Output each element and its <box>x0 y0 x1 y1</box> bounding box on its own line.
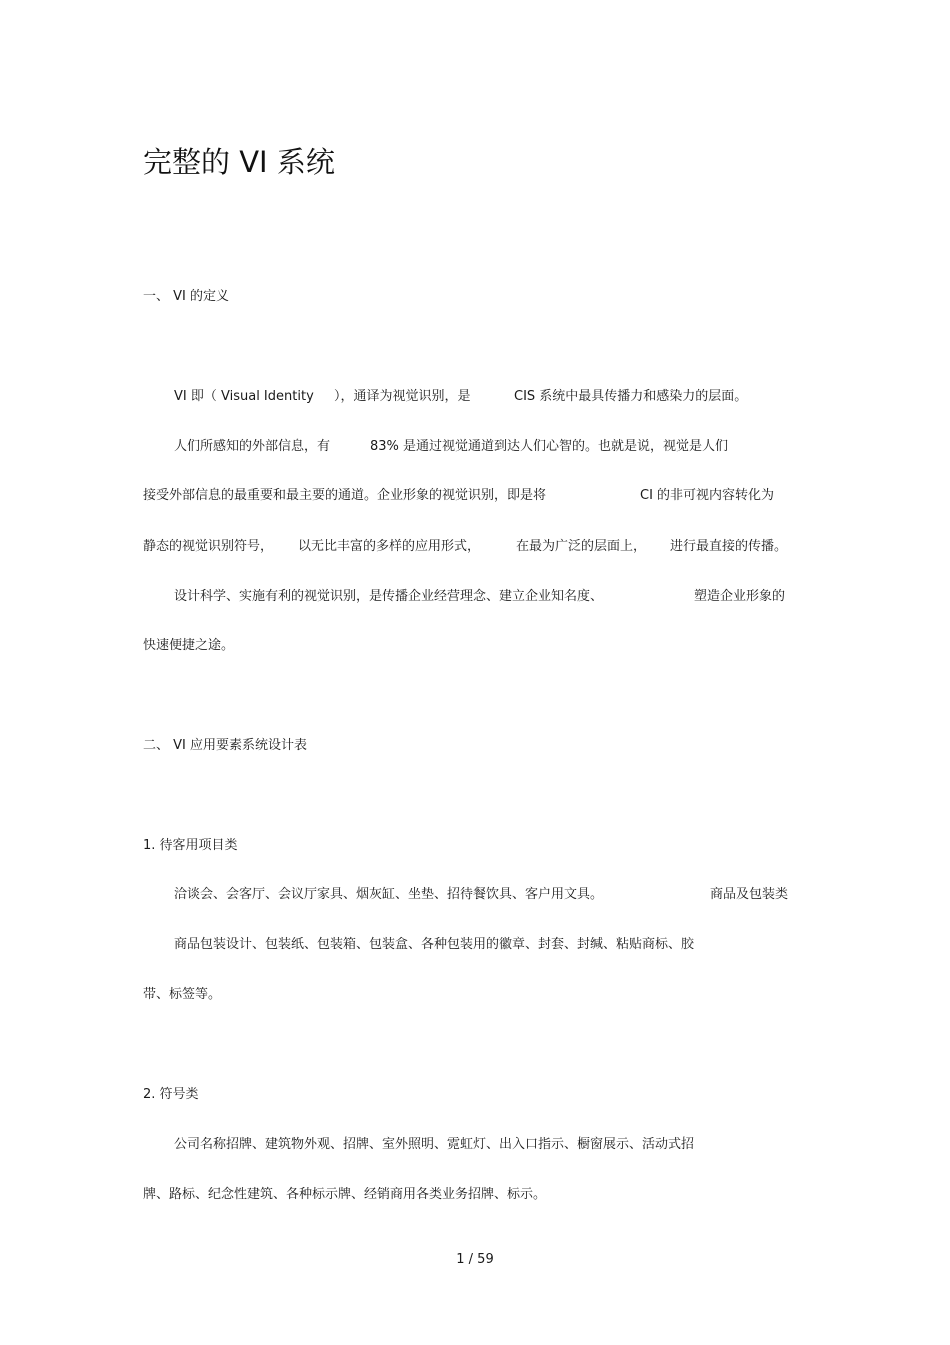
item-1-line-1b: 商品及包装类 <box>710 887 789 902</box>
paragraph-1-line-1c: CIS 系统中最具传播力和感染力的层面。 <box>514 389 748 404</box>
paragraph-2-line-1a: 设计科学、实施有利的视觉识别，是传播企业经营理念、建立企业知名度、 <box>174 589 604 604</box>
paragraph-1-line-4b: 以无比丰富的多样的应用形式， <box>298 539 481 554</box>
section-2-heading: 二、 VI 应用要素系统设计表 <box>143 738 307 753</box>
paragraph-1-line-1b: ），通译为视觉识别，是 <box>334 389 471 404</box>
paragraph-1-line-3b: CI 的非可视内容转化为 <box>640 488 775 503</box>
paragraph-1-line-3a: 接受外部信息的最重要和最主要的通道。企业形象的视觉识别，即是将 <box>143 488 547 503</box>
paragraph-2-line-1b: 塑造企业形象的 <box>694 589 786 604</box>
paragraph-1-line-4c: 在最为广泛的层面上， <box>516 539 647 554</box>
item-2-line-1: 公司名称招牌、建筑物外观、招牌、室外照明、霓虹灯、出入口指示、橱窗展示、活动式招 <box>174 1137 695 1152</box>
paragraph-2-line-2: 快速便捷之途。 <box>143 638 235 653</box>
item-1-heading: 1. 待客用项目类 <box>143 838 238 853</box>
paragraph-1-line-2b: 83% 是通过视觉通道到达人们心智的。也就是说，视觉是人们 <box>370 439 729 454</box>
paragraph-1-line-2a: 人们所感知的外部信息，有 <box>174 439 331 454</box>
item-1-line-3: 带、标签等。 <box>143 987 222 1002</box>
paragraph-1-line-4a: 静态的视觉识别符号， <box>143 539 274 554</box>
page-number: 1 / 59 <box>456 1252 494 1267</box>
document-title: 完整的 VI 系统 <box>143 145 335 179</box>
item-2-line-2: 牌、路标、纪念性建筑、各种标示牌、经销商用各类业务招牌、标示。 <box>143 1187 547 1202</box>
item-1-line-2: 商品包装设计、包装纸、包装箱、包装盒、各种包装用的徽章、封套、封缄、粘贴商标、胶 <box>174 937 695 952</box>
item-2-heading: 2. 符号类 <box>143 1087 199 1102</box>
item-1-line-1a: 洽谈会、会客厅、会议厅家具、烟灰缸、坐垫、招待餐饮具、客户用文具。 <box>174 887 604 902</box>
section-1-heading: 一、 VI 的定义 <box>143 289 229 304</box>
paragraph-1-line-4d: 进行最直接的传播。 <box>670 539 788 554</box>
paragraph-1-line-1a: VI 即（ Visual Identity <box>174 389 314 404</box>
